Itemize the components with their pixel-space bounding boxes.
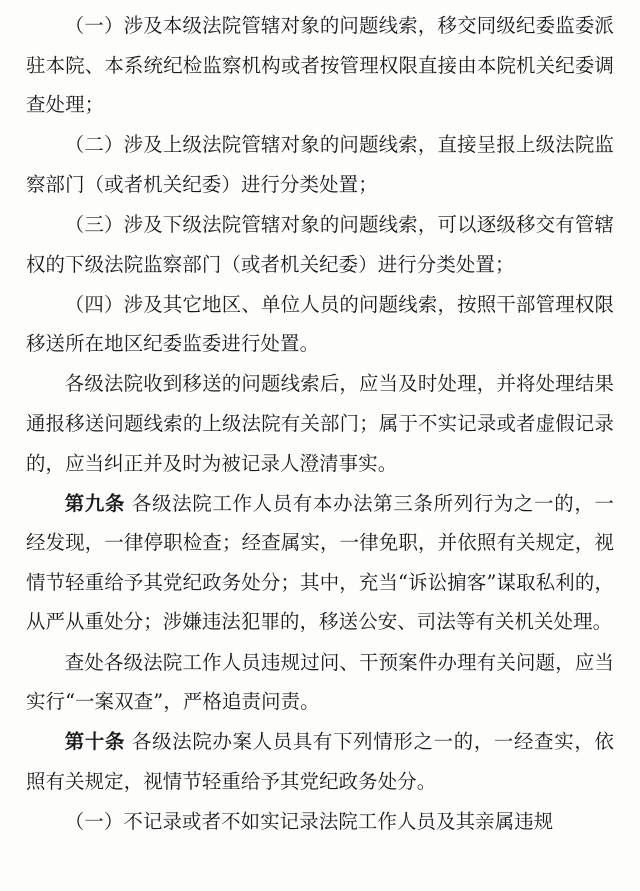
paragraph-handling: 各级法院收到移送的问题线索后，应当及时处理，并将处理结果通报移送问题线索的上级法院有关部门；属于不实记录或者虚假记录的，应当纠正并及时为被记录人澄清事实。 [26,372,614,475]
paragraph-article-9 [26,484,614,642]
article-10-text: 各级法院办案人员具有下列情形之一的，一经查实，依照有关规定，视情节轻重给予其党纪政务处分。 [26,730,614,793]
paragraph-article-10 [26,722,614,801]
article-9-label: 第九条 [64,491,126,515]
article-10-label: 第十条 [64,730,126,754]
paragraph-item-4: （四）涉及其它地区、单位人员的问题线索，按照干部管理权限移送所在地区纪委监委进行处置。 [26,292,614,356]
paragraph-double-check: 查处各级法院工作人员违规过问、干预案件办理有关问题，应当实行“一案双查”，严格追责问责。 [26,650,614,714]
paragraph-item-2: （二）涉及上级法院管辖对象的问题线索，直接呈报上级法院监察部门（或者机关纪委）进行分类处置； [26,133,614,196]
paragraph-item-1: （一）涉及本级法院管辖对象的问题线索，移交同级纪委监委派驻本院、本系统纪检监察机构或者按管理权限直接由本院机关纪委调查处理； [26,14,614,117]
article-9-text: 各级法院工作人员有本办法第三条所列行为之一的，一经发现，一律停职检查；经查属实，一律免职，并依照有关规定，视情节轻重给予其党纪政务处分；其中，充当“诉讼掮客”谋取私利的，从严从重处分；涉嫌违法犯罪的，移送公安、司法等有关机关处理。 [26,491,614,634]
paragraph-item-3: （三）涉及下级法院管辖对象的问题线索，可以逐级移交有管辖权的下级法院监察部门（或者机关纪委）进行分类处置； [26,212,614,276]
paragraph-item-10-1: （一）不记录或者不如实记录法院工作人员及其亲属违规 [64,809,554,832]
